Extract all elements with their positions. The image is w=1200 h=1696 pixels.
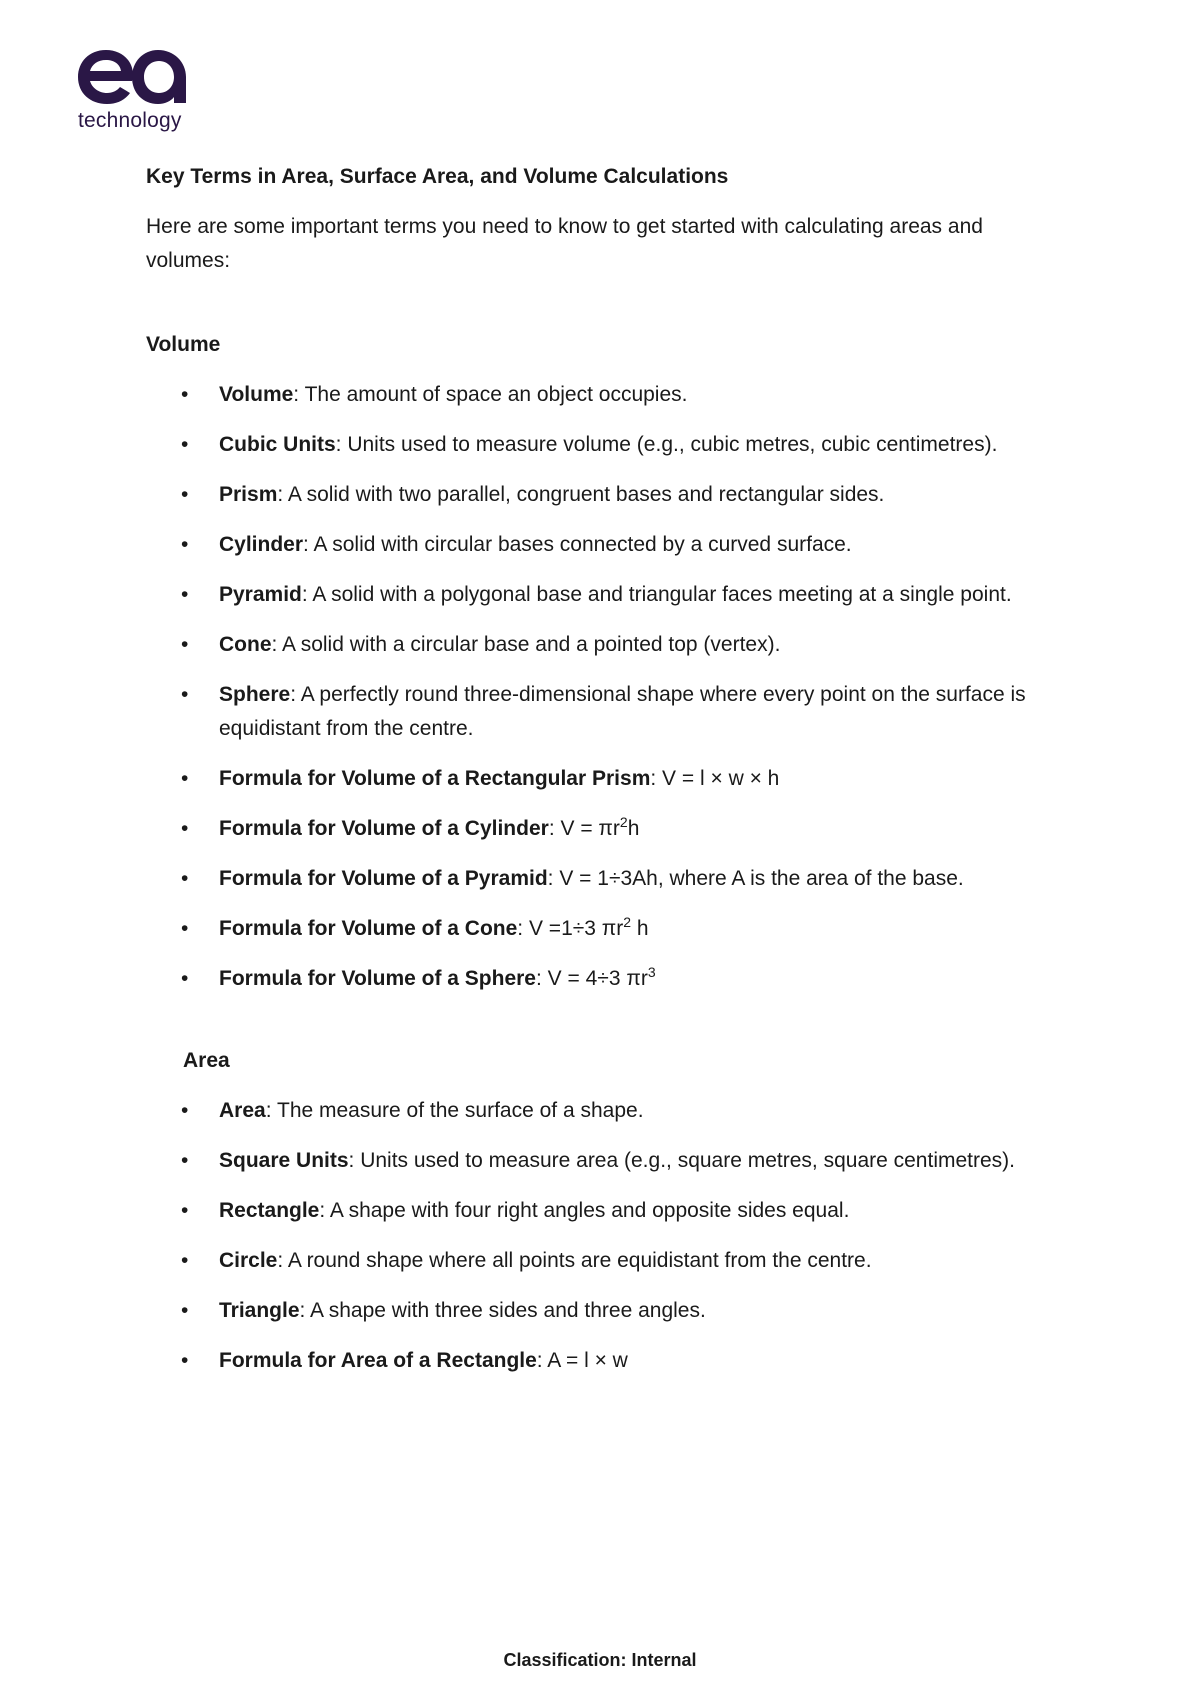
list-item <box>146 578 1046 612</box>
term-name: Rectangle <box>219 1199 320 1222</box>
list-item <box>146 1194 1046 1228</box>
list-item <box>146 1244 1046 1278</box>
intro-paragraph: Here are some important terms you need to know to get started with calculating areas and volumes: <box>146 215 983 272</box>
term-name: Formula for Volume of a Cylinder <box>219 817 549 840</box>
list-item <box>146 1294 1046 1328</box>
logo-text: technology <box>78 109 182 132</box>
formula-suffix: h <box>627 817 640 840</box>
term-description: : Units used to measure area (e.g., square metres, square centimetres). <box>348 1149 1015 1172</box>
term-description: : A solid with circular bases connected by a curved surface. <box>303 533 852 556</box>
term-description: : The amount of space an object occupies. <box>293 383 688 406</box>
term-name: Volume <box>219 383 294 406</box>
list-item <box>146 628 1046 662</box>
term-name: Pyramid <box>219 583 302 606</box>
list-item <box>146 678 1046 746</box>
bullet-icon: • <box>181 1149 189 1172</box>
formula-suffix: h <box>631 917 649 940</box>
bullet-icon: • <box>181 633 189 656</box>
list-item <box>146 378 1046 412</box>
term-name: Square Units <box>219 1149 349 1172</box>
bullet-icon: • <box>181 767 189 790</box>
list-item <box>146 528 1046 562</box>
exponent: 3 <box>647 964 656 980</box>
term-name: Sphere <box>219 683 291 706</box>
list-item <box>146 862 1046 896</box>
bullet-icon: • <box>181 917 189 940</box>
term-name: Area <box>219 1099 266 1122</box>
bullet-icon: • <box>181 967 189 990</box>
bullet-icon: • <box>181 433 189 456</box>
term-name: Triangle <box>219 1299 300 1322</box>
volume-term-list <box>146 378 1046 996</box>
bullet-icon: • <box>181 583 189 606</box>
term-name: Circle <box>219 1249 278 1272</box>
bullet-icon: • <box>181 867 189 890</box>
term-description: : V = 4÷3 πr <box>536 967 648 990</box>
term-description: : Units used to measure volume (e.g., cubic metres, cubic centimetres). <box>335 433 998 456</box>
list-item <box>146 912 1046 946</box>
bullet-icon: • <box>181 533 189 556</box>
exponent: 2 <box>619 814 628 830</box>
term-description: : A shape with four right angles and opposite sides equal. <box>319 1199 850 1222</box>
term-description: : A solid with a circular base and a pointed top (vertex). <box>271 633 781 656</box>
term-name: Cylinder <box>219 533 304 556</box>
volume-heading: Volume <box>146 333 221 356</box>
bullet-icon: • <box>181 483 189 506</box>
company-logo <box>76 46 196 136</box>
list-item <box>146 1094 1046 1128</box>
document-body <box>146 160 1046 1394</box>
bullet-icon: • <box>181 683 189 706</box>
bullet-icon: • <box>181 383 189 406</box>
list-item <box>146 1344 1046 1378</box>
term-description: : A perfectly round three-dimensional shape where every point on the surface is equidistant from the centre. <box>219 683 1026 740</box>
area-term-list <box>146 1094 1046 1378</box>
bullet-icon: • <box>181 817 189 840</box>
area-heading: Area <box>183 1049 230 1072</box>
term-name: Cubic Units <box>219 433 336 456</box>
bullet-icon: • <box>181 1099 189 1122</box>
term-description: : A solid with two parallel, congruent bases and rectangular sides. <box>277 483 885 506</box>
term-description: : V = πr <box>548 817 620 840</box>
classification-footer: Classification: Internal <box>503 1650 697 1670</box>
term-description: : The measure of the surface of a shape. <box>265 1099 644 1122</box>
bullet-icon: • <box>181 1299 189 1322</box>
list-item <box>146 1144 1046 1178</box>
list-item <box>146 428 1046 462</box>
term-name: Formula for Volume of a Rectangular Prism <box>219 767 651 790</box>
term-description: : V = l × w × h <box>650 767 780 790</box>
term-description: : A solid with a polygonal base and triangular faces meeting at a single point. <box>301 583 1012 606</box>
term-description: : A = l × w <box>536 1349 628 1372</box>
document-title: Key Terms in Area, Surface Area, and Volume Calculations <box>146 165 729 188</box>
term-name: Formula for Volume of a Sphere <box>219 967 536 990</box>
term-description: : A round shape where all points are equidistant from the centre. <box>277 1249 872 1272</box>
bullet-icon: • <box>181 1199 189 1222</box>
term-description: : V =1÷3 πr <box>517 917 624 940</box>
term-name: Formula for Area of a Rectangle <box>219 1349 537 1372</box>
list-item <box>146 762 1046 796</box>
list-item <box>146 812 1046 846</box>
term-name: Formula for Volume of a Cone <box>219 917 518 940</box>
term-description: : A shape with three sides and three angles. <box>299 1299 706 1322</box>
term-name: Formula for Volume of a Pyramid <box>219 867 548 890</box>
term-name: Prism <box>219 483 278 506</box>
term-name: Cone <box>219 633 272 656</box>
list-item <box>146 962 1046 996</box>
ea-logo-mark-icon <box>76 46 188 108</box>
exponent: 2 <box>623 914 632 930</box>
term-description: : V = 1÷3Ah, where A is the area of the base. <box>547 867 964 890</box>
bullet-icon: • <box>181 1249 189 1272</box>
bullet-icon: • <box>181 1349 189 1372</box>
list-item <box>146 478 1046 512</box>
